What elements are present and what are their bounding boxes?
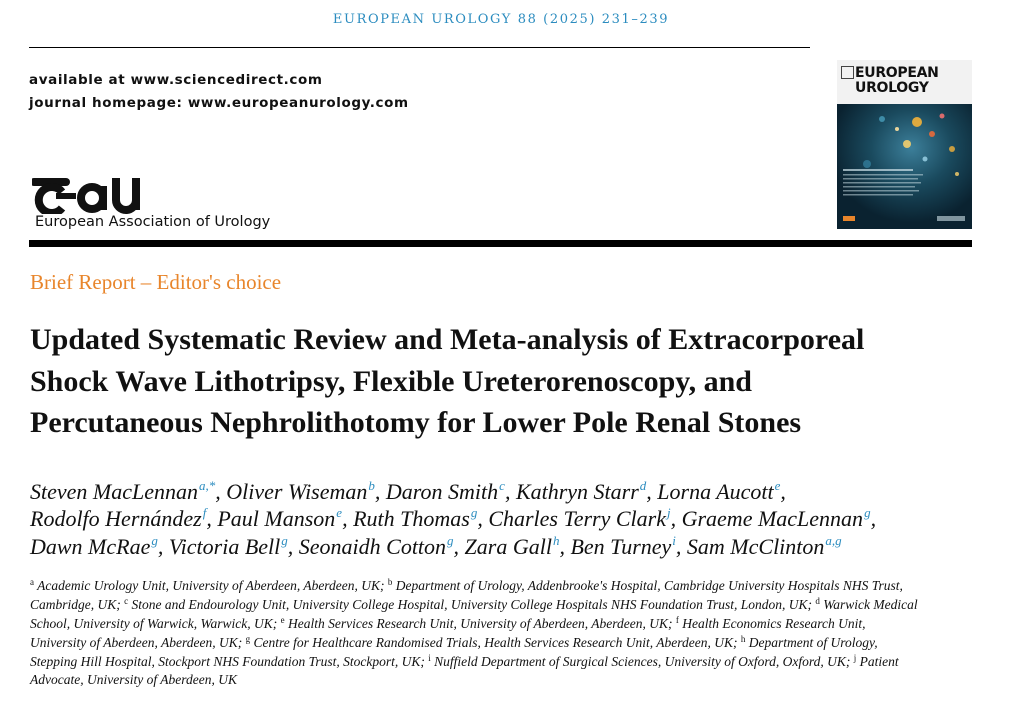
eau-logo-icon: [32, 168, 144, 214]
affiliation-text: Centre for Healthcare Randomised Trials, Health Services Research Unit, Aberdeen, UK;: [250, 635, 741, 650]
author-affiliation-mark[interactable]: i: [672, 533, 676, 548]
author-name[interactable]: Seonaidh Cotton: [298, 534, 447, 559]
article-title-line: Percutaneous Nephrolithotomy for Lower Pole Renal Stones: [30, 406, 802, 439]
affiliation-text: Health Economics Research Unit,: [678, 616, 866, 631]
eau-organization-name: European Association of Urology: [35, 214, 271, 230]
author-name[interactable]: Dawn McRae: [30, 534, 151, 559]
author-affiliation-mark[interactable]: g: [470, 505, 478, 520]
affiliation-text: University of Aberdeen, Aberdeen, UK;: [30, 635, 246, 650]
affiliation-text: Department of Urology,: [745, 635, 878, 650]
affiliation-text: School, University of Warwick, Warwick, UK;: [30, 616, 281, 631]
affiliation-mark: i: [428, 653, 431, 663]
affiliation-text: Department of Urology, Addenbrooke's Hospital, Cambridge University Hospitals NHS Trust,: [392, 578, 903, 593]
affiliation-mark: e: [280, 615, 285, 625]
article-title-line: Updated Systematic Review and Meta-analysis of Extracorporeal: [30, 323, 865, 356]
elsevier-tree-icon: [841, 66, 854, 79]
author-affiliation-mark[interactable]: a,*: [199, 478, 216, 493]
cover-title-line1: EUROPEAN: [855, 65, 939, 81]
affiliation-mark: b: [387, 577, 393, 587]
affiliation-line: [30, 577, 975, 594]
affiliation-mark: f: [675, 615, 679, 625]
affiliation-mark: j: [853, 653, 857, 663]
article-category: Brief Report – Editor's choice: [30, 270, 282, 294]
author-name[interactable]: Ben Turney: [570, 534, 672, 559]
author-affiliation-mark[interactable]: b: [368, 478, 375, 493]
author-affiliation-mark[interactable]: j: [666, 505, 671, 520]
author-affiliation-mark[interactable]: g: [281, 533, 288, 548]
affiliation-mark: d: [815, 596, 820, 606]
author-affiliation-mark[interactable]: g: [447, 533, 454, 548]
section-rule: [29, 240, 972, 247]
author-name[interactable]: Zara Gall: [464, 534, 552, 559]
cover-title-line2: UROLOGY: [855, 80, 929, 96]
author-name[interactable]: Lorna Aucott: [657, 479, 774, 504]
affiliation-mark: g: [245, 634, 251, 644]
author-name[interactable]: Oliver Wiseman: [226, 479, 368, 504]
affiliation-mark: c: [124, 596, 129, 606]
author-affiliation-mark[interactable]: d: [639, 478, 647, 493]
affiliation-text: Warwick Medical: [819, 597, 918, 612]
affiliation-line: [30, 653, 975, 670]
author-name[interactable]: Charles Terry Clark: [488, 506, 666, 531]
article-title-line: Shock Wave Lithotripsy, Flexible Ureterorenoscopy, and: [30, 365, 752, 398]
author-affiliation-mark[interactable]: g: [864, 505, 871, 520]
author-name[interactable]: Victoria Bell: [168, 534, 281, 559]
affiliation-text: Health Services Research Unit, University of Aberdeen, Aberdeen, UK;: [284, 616, 676, 631]
available-at-link[interactable]: available at www.sciencedirect.com: [29, 72, 323, 88]
author-name[interactable]: Paul Manson: [217, 506, 336, 531]
affiliation-text: Advocate, University of Aberdeen, UK: [30, 672, 237, 687]
author-name[interactable]: Sam McClinton: [686, 534, 825, 559]
journal-homepage-link[interactable]: journal homepage: www.europeanurology.com: [29, 95, 409, 111]
affiliation-line: [30, 615, 975, 632]
author-affiliation-mark[interactable]: g: [151, 533, 158, 548]
author-name[interactable]: Steven MacLennan: [30, 479, 198, 504]
affiliation-text: Nuffield Department of Surgical Sciences, University of Oxford, Oxford, UK;: [430, 654, 854, 669]
author-affiliation-mark[interactable]: c: [499, 478, 505, 493]
affiliation-line: [30, 672, 975, 688]
journal-reference: EUROPEAN UROLOGY 88 (2025) 231–239: [332, 12, 670, 27]
author-list-line: Dawn McRae$^g$, Victoria Bell$^g$, Seonaidh Cotton$^g$, Zara Gall$^h$, Ben Turney$^i$, Sam McClinton$^{a,g}$: [30, 533, 842, 559]
cover-artwork: [837, 104, 972, 229]
affiliation-text: Cambridge, UK;: [30, 597, 125, 612]
affiliation-text: Stepping Hill Hospital, Stockport NHS Foundation Trust, Stockport, UK;: [30, 654, 429, 669]
author-name[interactable]: Rodolfo Hernández: [30, 506, 202, 531]
author-name[interactable]: Kathryn Starr: [515, 479, 639, 504]
author-name[interactable]: Ruth Thomas: [353, 506, 470, 531]
author-affiliation-mark[interactable]: a,g: [825, 533, 842, 548]
author-affiliation-mark[interactable]: e: [336, 505, 343, 520]
author-list-line: Steven MacLennan$^{a,*}$, Oliver Wiseman$^b$, Daron Smith$^c$, Kathryn Starr$^d$, Lorna Aucott$^e$,: [30, 478, 786, 504]
header-rule: [29, 47, 810, 48]
author-name[interactable]: Daron Smith: [385, 479, 499, 504]
affiliation-text: Patient: [856, 654, 899, 669]
author-affiliation-mark[interactable]: h: [552, 533, 560, 548]
author-name[interactable]: Graeme MacLennan: [681, 506, 864, 531]
affiliation-mark: h: [740, 634, 746, 644]
journal-cover-image[interactable]: [837, 60, 972, 229]
author-list-line: Rodolfo Hernández$^f$, Paul Manson$^e$, Ruth Thomas$^g$, Charles Terry Clark$^j$, Graeme MacLennan$^g$,: [30, 505, 877, 531]
affiliation-text: Stone and Endourology Unit, University College Hospital, University College Hospitals NHS Foundation Trust, London, UK;: [128, 597, 816, 612]
affiliation-text: Academic Urology Unit, University of Aberdeen, Aberdeen, UK;: [34, 578, 388, 593]
affiliation-mark: a: [30, 577, 34, 587]
affiliation-line: [30, 634, 975, 651]
affiliation-line: [30, 596, 975, 613]
author-affiliation-mark[interactable]: f: [202, 505, 207, 520]
author-affiliation-mark[interactable]: e: [774, 478, 781, 493]
